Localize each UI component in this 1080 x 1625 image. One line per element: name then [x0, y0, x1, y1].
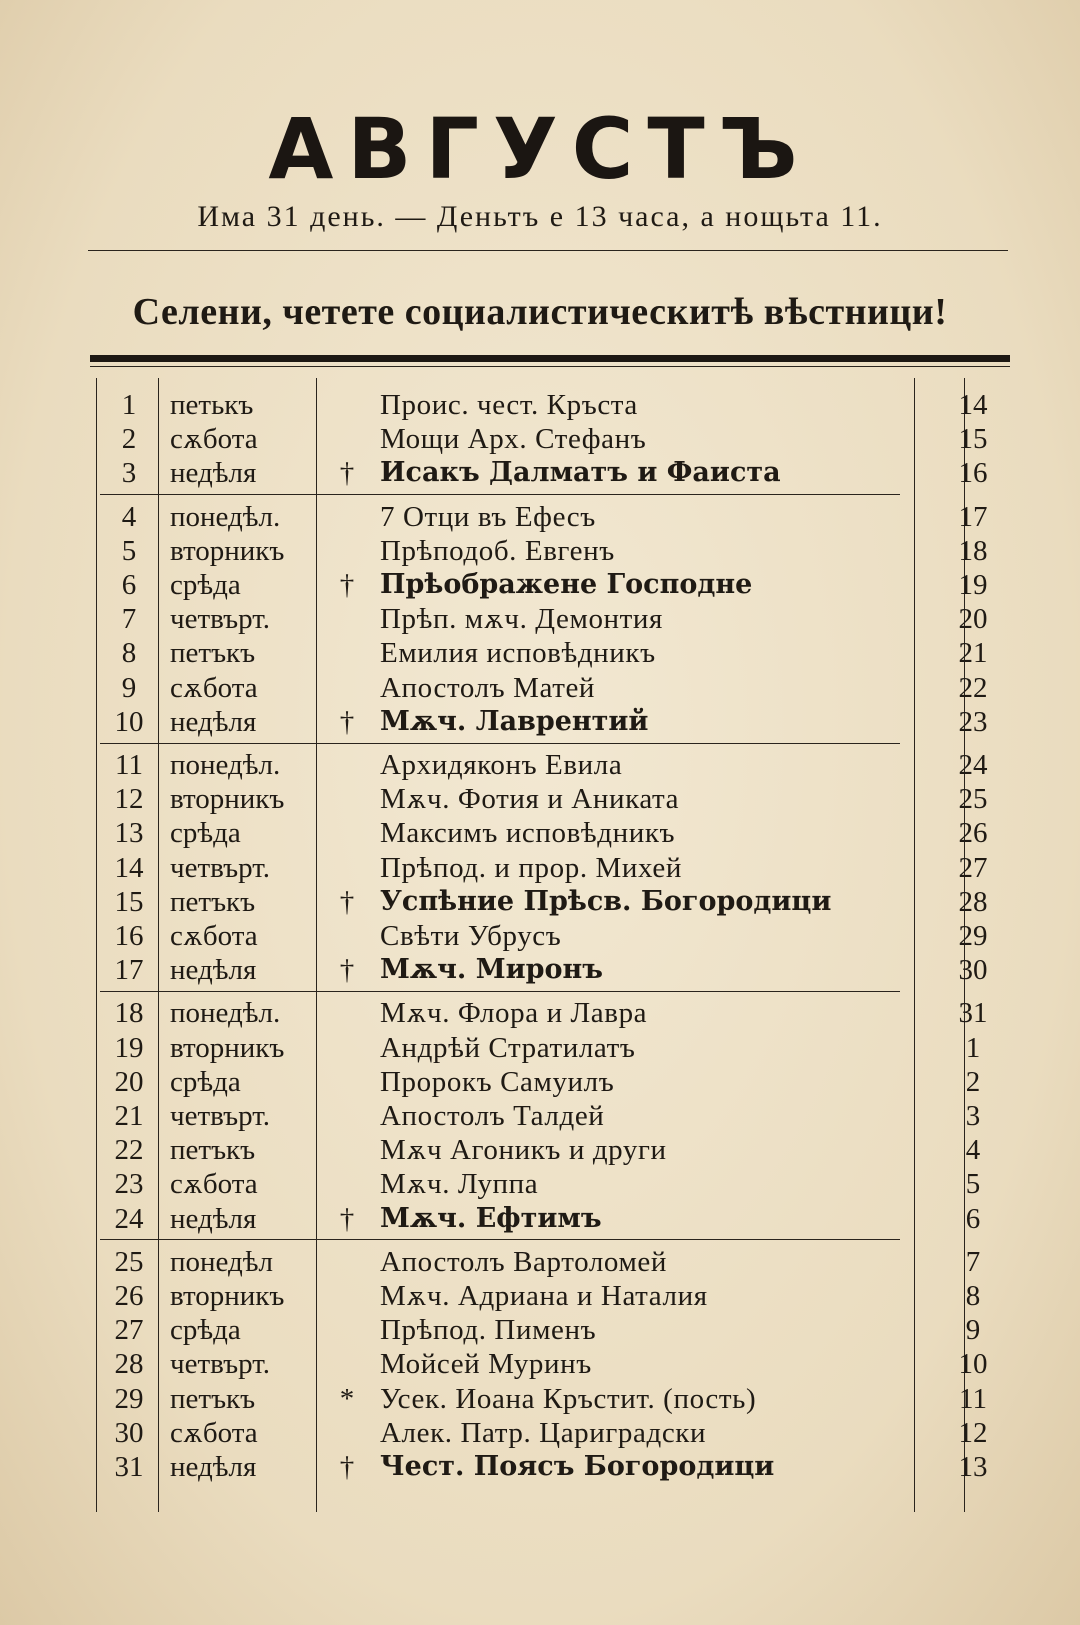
saint-name: Алек. Патр. Цариградски	[380, 1416, 707, 1449]
day-number: 4	[121, 500, 137, 533]
weekday: недѣля	[170, 954, 257, 987]
calendar-table	[100, 378, 1000, 1512]
saint-name: Максимъ исповѣдникъ	[380, 817, 676, 850]
table-row	[100, 636, 1000, 670]
saint-name: Прѣпод. Пименъ	[380, 1314, 597, 1347]
table-border-left	[96, 378, 97, 1512]
table-row	[100, 953, 1000, 987]
day-number: 13	[114, 817, 144, 850]
weekday: недѣля	[170, 457, 257, 490]
week-separator	[100, 991, 900, 992]
old-style-date: 3	[965, 1100, 981, 1132]
old-style-date: 16	[958, 457, 988, 490]
table-row	[100, 919, 1000, 953]
table-row	[100, 1347, 1000, 1381]
table-row	[100, 1202, 1000, 1236]
saint-name: Мощи Арх. Стефанъ	[380, 423, 647, 456]
feast-mark: †	[339, 954, 355, 987]
old-style-date: 4	[965, 1134, 981, 1167]
feast-mark: †	[339, 1202, 355, 1235]
old-style-date: 23	[958, 705, 988, 738]
day-number: 7	[121, 603, 137, 636]
day-number: 24	[114, 1202, 144, 1235]
weekday: петъкъ	[170, 885, 256, 918]
weekday: четвърт.	[170, 1100, 270, 1132]
saint-name: Мѫч. Ефтимъ	[380, 1202, 602, 1234]
saint-name: Прѣпод. и прор. Михей	[380, 851, 682, 884]
weekday: вторникъ	[170, 1280, 285, 1312]
saint-name: Мѫч. Миронъ	[380, 954, 603, 986]
weekday: срѣда	[170, 569, 241, 601]
weekday: недѣля	[170, 1451, 257, 1483]
saint-name: Проис. чест. Кръста	[380, 389, 638, 421]
saint-name: Усек. Иоана Кръстит. (пость)	[380, 1382, 757, 1415]
saint-name: Апостолъ Матей	[380, 671, 596, 704]
old-style-date: 24	[958, 749, 988, 781]
day-number: 14	[114, 851, 144, 884]
weekday: петъкъ	[170, 637, 256, 670]
table-row	[100, 782, 1000, 816]
saint-name: Прѣподоб. Евгенъ	[380, 534, 615, 567]
saint-name: Прѣп. мѫч. Демонтия	[380, 603, 663, 636]
day-number: 1	[121, 389, 137, 421]
saint-name: Прѣображене Господне	[380, 569, 753, 600]
thick-divider	[90, 355, 1010, 362]
table-row	[100, 885, 1000, 919]
table-row	[100, 534, 1000, 568]
table-row	[100, 816, 1000, 850]
weekday: четвърт.	[170, 1348, 270, 1381]
table-row	[100, 1450, 1000, 1484]
week-separator	[100, 1239, 900, 1240]
old-style-date: 15	[958, 423, 988, 456]
day-number: 12	[114, 783, 144, 816]
table-row	[100, 1031, 1000, 1065]
old-style-date: 5	[965, 1168, 981, 1201]
table-row	[100, 671, 1000, 705]
weekday: срѣда	[170, 817, 241, 850]
saint-name: Мѫч. Флора и Лавра	[380, 997, 648, 1030]
old-style-date: 10	[958, 1348, 988, 1381]
day-number: 26	[114, 1280, 144, 1312]
old-style-date: 6	[965, 1202, 981, 1235]
day-number: 29	[114, 1382, 144, 1415]
day-number: 30	[114, 1416, 144, 1449]
table-row	[100, 1245, 1000, 1279]
saint-name: Мѫч. Адриана и Наталия	[380, 1280, 708, 1312]
old-style-date: 1	[965, 1031, 981, 1064]
saint-name: Мойсей Муринъ	[380, 1348, 592, 1381]
old-style-date: 29	[958, 920, 988, 952]
day-number: 6	[121, 569, 137, 601]
weekday: вторникъ	[170, 534, 285, 567]
saint-name: Архидяконъ Евила	[380, 749, 623, 781]
day-number: 19	[114, 1031, 144, 1064]
week-separator	[100, 494, 900, 495]
saint-name: Апостолъ Талдей	[380, 1100, 605, 1132]
table-row	[100, 1416, 1000, 1450]
day-number: 23	[114, 1168, 144, 1201]
weekday: недѣля	[170, 1202, 257, 1235]
table-row	[100, 1133, 1000, 1167]
feast-mark: †	[339, 1451, 355, 1483]
table-row	[100, 500, 1000, 534]
day-number: 8	[121, 637, 137, 670]
weekday: петъкъ	[170, 1382, 256, 1415]
table-row	[100, 1167, 1000, 1201]
old-style-date: 17	[958, 500, 988, 533]
weekday: четвърт.	[170, 851, 270, 884]
feast-mark: †	[339, 885, 355, 918]
feast-mark: †	[339, 569, 355, 601]
weekday: петъкъ	[170, 1134, 256, 1167]
divider	[90, 366, 1010, 367]
feast-mark: †	[339, 457, 355, 490]
weekday: сѫбота	[170, 1168, 258, 1201]
saint-name: Андрѣй Стратилатъ	[380, 1031, 636, 1064]
slogan: Селени, четете социалистическитѣ вѣстници!	[132, 291, 948, 333]
table-row	[100, 388, 1000, 422]
day-number: 11	[115, 749, 143, 781]
saint-name: Апостолъ Вартоломей	[380, 1245, 667, 1278]
old-style-date: 31	[958, 997, 988, 1030]
table-row	[100, 456, 1000, 490]
day-number: 20	[114, 1065, 144, 1098]
old-style-date: 7	[965, 1245, 981, 1278]
old-style-date: 13	[958, 1451, 988, 1483]
weekday: сѫбота	[170, 1416, 258, 1449]
day-number: 16	[114, 920, 144, 952]
weekday: срѣда	[170, 1065, 241, 1098]
table-row	[100, 748, 1000, 782]
feast-mark: *	[339, 1382, 355, 1415]
old-style-date: 8	[965, 1280, 981, 1312]
saint-name: Мѫч. Лаврентий	[380, 705, 649, 737]
day-number: 18	[114, 997, 144, 1030]
old-style-date: 27	[958, 851, 988, 884]
weekday: понедѣл.	[170, 749, 281, 781]
saint-name: Успѣние Прѣсв. Богородици	[380, 885, 832, 917]
table-row	[100, 1313, 1000, 1347]
weekday: понедѣл	[170, 1245, 274, 1278]
day-number: 10	[114, 705, 144, 738]
day-number: 15	[114, 885, 144, 918]
old-style-date: 18	[958, 534, 988, 567]
weekday: четвърт.	[170, 603, 270, 636]
table-row	[100, 1279, 1000, 1313]
saint-name: Мѫч Агоникъ и други	[380, 1134, 667, 1167]
table-row	[100, 602, 1000, 636]
day-number: 5	[121, 534, 137, 567]
table-row	[100, 1065, 1000, 1099]
table-row	[100, 996, 1000, 1030]
old-style-date: 30	[958, 954, 988, 987]
saint-name: 7 Отци въ Ефесъ	[380, 500, 596, 533]
week-separator	[100, 743, 900, 744]
table-row	[100, 422, 1000, 456]
table-row	[100, 568, 1000, 602]
old-style-date: 19	[958, 569, 988, 601]
weekday: срѣда	[170, 1314, 241, 1347]
saint-name: Мѫч. Луппа	[380, 1168, 539, 1201]
weekday: вторникъ	[170, 1031, 285, 1064]
day-number: 22	[114, 1134, 144, 1167]
weekday: сѫбота	[170, 671, 258, 704]
table-row	[100, 1382, 1000, 1416]
day-number: 2	[121, 423, 137, 456]
old-style-date: 22	[958, 671, 988, 704]
weekday: сѫбота	[170, 423, 258, 456]
saint-name: Чест. Поясъ Богородици	[380, 1451, 775, 1482]
old-style-date: 9	[965, 1314, 981, 1347]
table-row	[100, 851, 1000, 885]
weekday: петькъ	[170, 389, 254, 421]
divider	[88, 250, 1008, 251]
old-style-date: 21	[958, 637, 988, 670]
day-number: 3	[121, 457, 137, 490]
day-number: 9	[121, 671, 137, 704]
old-style-date: 25	[958, 783, 988, 816]
old-style-date: 14	[958, 389, 988, 421]
saint-name: Свѣти Убрусъ	[380, 920, 562, 952]
weekday: недѣля	[170, 705, 257, 738]
day-number: 28	[114, 1348, 144, 1381]
old-style-date: 28	[958, 885, 988, 918]
table-row	[100, 1099, 1000, 1133]
weekday: понедѣл.	[170, 997, 281, 1030]
weekday: сѫбота	[170, 920, 258, 952]
month-title: АВГУСТЪ	[268, 100, 812, 198]
old-style-date: 2	[965, 1065, 981, 1098]
saint-name: Пророкъ Самуилъ	[380, 1065, 615, 1098]
day-number: 31	[114, 1451, 144, 1483]
table-row	[100, 705, 1000, 739]
old-style-date: 20	[958, 603, 988, 636]
saint-name: Емилия исповѣдникъ	[380, 637, 656, 670]
month-info: Има 31 день. — Деньтъ е 13 часа, а нощьта 11.	[197, 200, 883, 233]
day-number: 27	[114, 1314, 144, 1347]
saint-name: Исакъ Далматъ и Фаиста	[380, 457, 781, 489]
old-style-date: 26	[958, 817, 988, 850]
old-style-date: 12	[958, 1416, 988, 1449]
weekday: понедѣл.	[170, 500, 281, 533]
day-number: 21	[114, 1100, 144, 1132]
day-number: 17	[114, 954, 144, 987]
day-number: 25	[114, 1245, 144, 1278]
saint-name: Мѫч. Фотия и Аниката	[380, 783, 680, 816]
feast-mark: †	[339, 705, 355, 738]
weekday: вторникъ	[170, 783, 285, 816]
old-style-date: 11	[959, 1382, 987, 1415]
